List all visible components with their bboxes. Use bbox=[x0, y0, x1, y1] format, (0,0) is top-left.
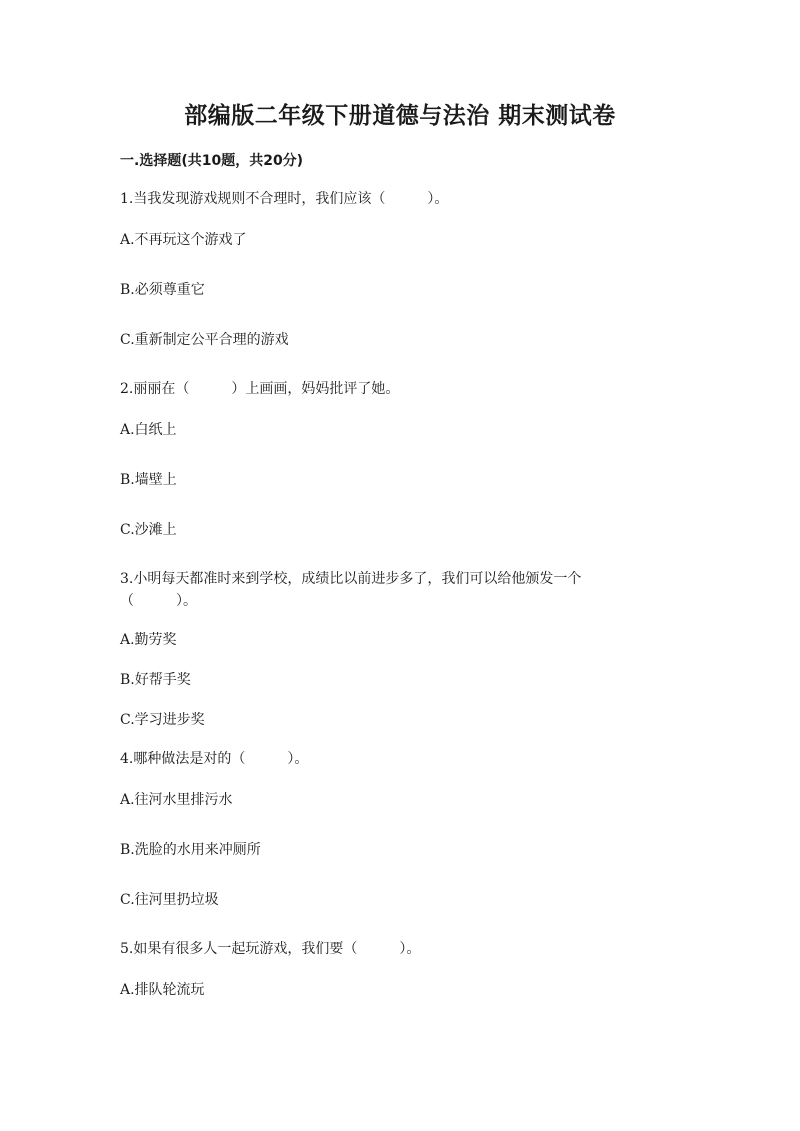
question-2-option-a: A.白纸上 bbox=[120, 422, 177, 438]
question-3-stem-continuation: （ ）。 bbox=[120, 593, 197, 609]
question-2-option-c: C.沙滩上 bbox=[120, 522, 177, 538]
question-4-option-b: B.洗脸的水用来冲厕所 bbox=[120, 842, 261, 858]
question-3-option-a: A.勤劳奖 bbox=[120, 632, 177, 648]
question-4-option-c: C.往河里扔垃圾 bbox=[120, 892, 219, 908]
question-1-option-b: B.必须尊重它 bbox=[120, 282, 205, 298]
question-3-option-c: C.学习进步奖 bbox=[120, 712, 205, 728]
question-5-stem: 5.如果有很多人一起玩游戏，我们要（ ）。 bbox=[120, 941, 421, 957]
page-title: 部编版二年级下册道德与法治 期末测试卷 bbox=[184, 103, 616, 129]
question-1-option-a: A.不再玩这个游戏了 bbox=[120, 232, 247, 248]
question-1-option-c: C.重新制定公平合理的游戏 bbox=[120, 332, 289, 348]
section-heading: 一.选择题(共10题，共20分) bbox=[120, 153, 304, 169]
question-5-option-a: A.排队轮流玩 bbox=[120, 982, 205, 998]
question-4-stem: 4.哪种做法是对的（ ）。 bbox=[120, 751, 309, 767]
question-3-stem: 3.小明每天都准时来到学校，成绩比以前进步多了，我们可以给他颁发一个 bbox=[120, 571, 582, 587]
question-2-stem: 2.丽丽在（ ）上画画，妈妈批评了她。 bbox=[120, 381, 400, 397]
question-3-option-b: B.好帮手奖 bbox=[120, 672, 191, 688]
question-1-stem: 1.当我发现游戏规则不合理时，我们应该（ ）。 bbox=[120, 191, 449, 207]
question-4-option-a: A.往河水里排污水 bbox=[120, 792, 233, 808]
question-2-option-b: B.墙壁上 bbox=[120, 472, 177, 488]
